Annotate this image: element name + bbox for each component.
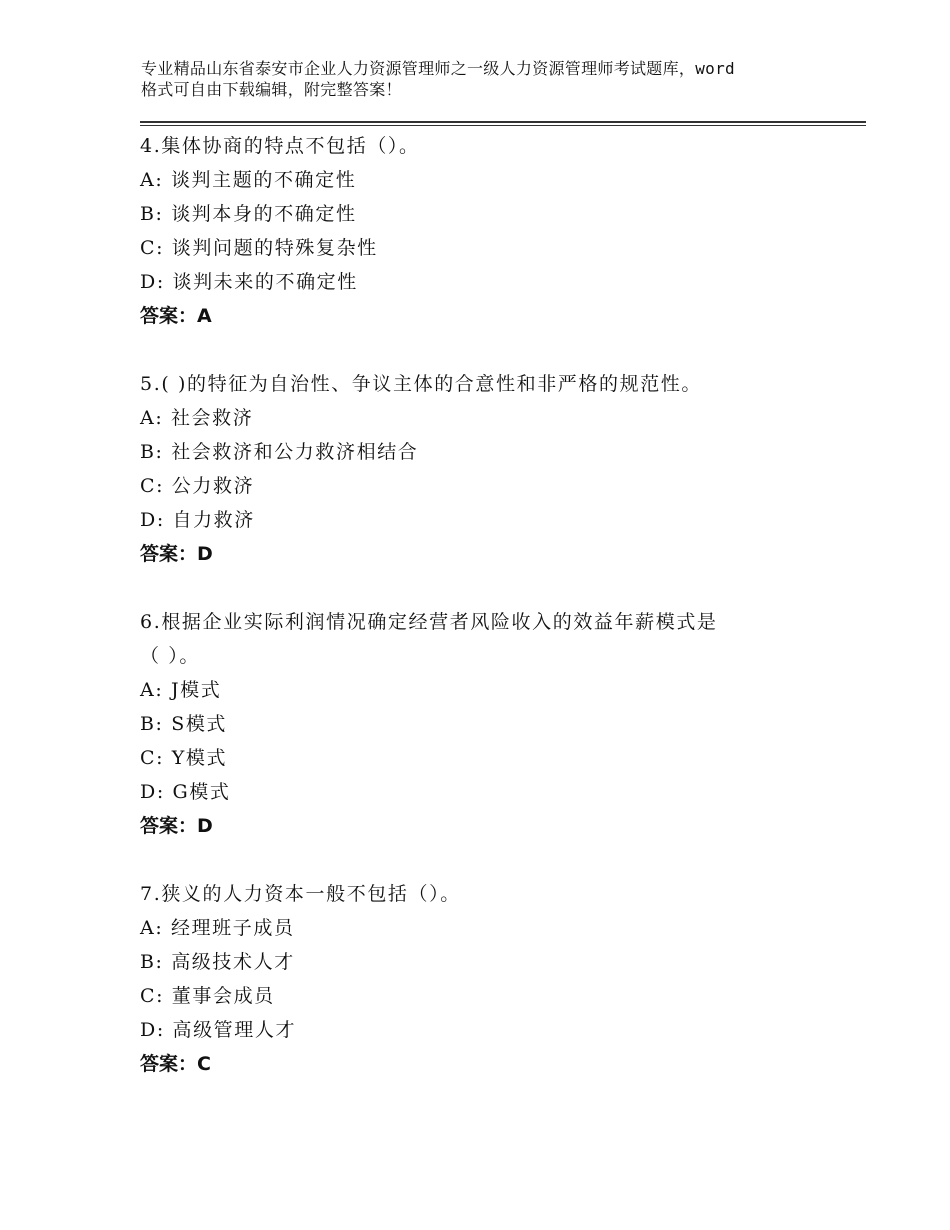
answer-label: 答案：D xyxy=(140,815,213,837)
option-b: B: 谈判本身的不确定性 xyxy=(140,203,357,225)
option-d: D: 高级管理人才 xyxy=(140,1019,297,1041)
option-a: A: 谈判主题的不确定性 xyxy=(140,169,357,191)
option-c: C: Y模式 xyxy=(140,747,228,769)
option-b: B: S模式 xyxy=(140,713,228,735)
option-d: D: 自力救济 xyxy=(140,509,255,531)
option-b: B: 高级技术人才 xyxy=(140,951,295,973)
option-d: D: 谈判未来的不确定性 xyxy=(140,271,358,293)
question-stem: 7.狭义的人力资本一般不包括（）。 xyxy=(140,883,461,905)
answer-label: 答案：D xyxy=(140,543,213,565)
option-c: C: 董事会成员 xyxy=(140,985,275,1007)
option-a: A: J模式 xyxy=(140,679,222,701)
option-d: D: G模式 xyxy=(140,781,231,803)
question-6 xyxy=(140,605,866,843)
document-header xyxy=(141,58,841,100)
option-c: C: 公力救济 xyxy=(140,475,255,497)
question-5 xyxy=(140,367,866,571)
header-divider-thin xyxy=(140,125,866,126)
answer-label: 答案：A xyxy=(140,305,212,327)
question-stem: 6.根据企业实际利润情况确定经营者风险收入的效益年薪模式是 xyxy=(140,611,718,633)
question-stem-continued: （ ）。 xyxy=(140,645,200,667)
question-7 xyxy=(140,877,866,1081)
header-divider-thick xyxy=(140,121,866,123)
answer-label: 答案：C xyxy=(140,1053,211,1075)
question-stem: 5.( )的特征为自治性、争议主体的合意性和非严格的规范性。 xyxy=(140,373,702,395)
option-b: B: 社会救济和公力救济相结合 xyxy=(140,441,419,463)
question-4 xyxy=(140,129,866,333)
question-stem: 4.集体协商的特点不包括（）。 xyxy=(140,135,420,157)
option-c: C: 谈判问题的特殊复杂性 xyxy=(140,237,378,259)
option-a: A: 经理班子成员 xyxy=(140,917,295,939)
option-a: A: 社会救济 xyxy=(140,407,254,429)
question-list xyxy=(140,129,866,1115)
header-line-1: 专业精品山东省泰安市企业人力资源管理师之一级人力资源管理师考试题库，word xyxy=(141,59,735,78)
header-line-2: 格式可自由下载编辑，附完整答案！ xyxy=(141,80,402,99)
